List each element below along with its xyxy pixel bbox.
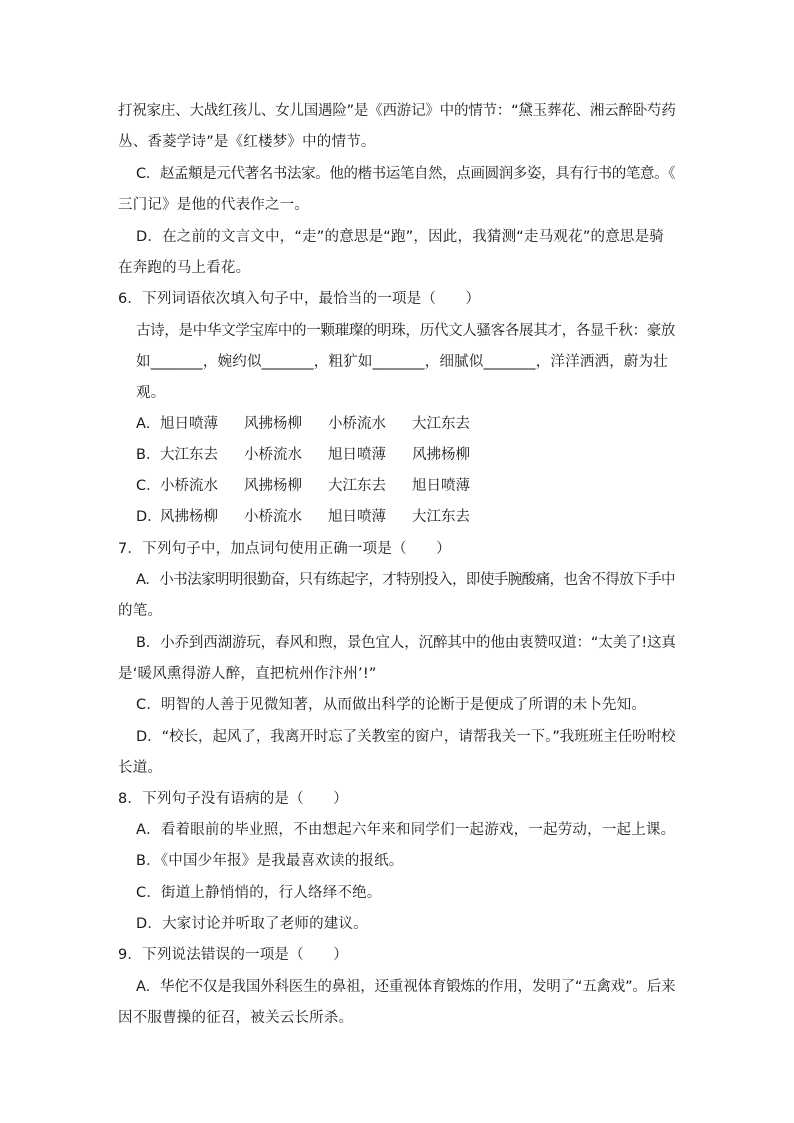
q8-option-b: B．《中国少年报》是我最喜欢读的报纸。 xyxy=(136,853,404,869)
q5-option-b-line1: 打祝家庄、大战红孩儿、女儿国遇险”是《西游记》中的情节：“黛玉葬花、湘云醉卧芍药 xyxy=(118,103,676,119)
q7-option-d-line1: D．“校长，起风了，我离开时忘了关教室的窗户，请帮我关一下。”我班班主任吩咐校 xyxy=(136,729,676,745)
option-word: 小桥流水 xyxy=(328,416,386,432)
option-word: 小桥流水 xyxy=(160,478,218,494)
q9-stem: 9．下列说法错误的一项是（ ） xyxy=(118,947,348,963)
q6-passage-line1: 古诗，是中华文学宝库中的一颗璀璨的明珠，历代文人骚客各展其才，各显千秋：豪放 xyxy=(136,323,676,339)
option-word: 风拂杨柳 xyxy=(412,447,470,463)
q5-option-d-line1: D．在之前的文言文中，“走”的意思是“跑”，因此，我猜测“走马观花”的意思是骑 xyxy=(136,229,665,245)
option-word: 风拂杨柳 xyxy=(244,416,302,432)
option-word: 风拂杨柳 xyxy=(244,478,302,494)
q7-option-d-line2: 长道。 xyxy=(118,760,163,776)
option-word: 旭日喷薄 xyxy=(328,509,386,525)
option-word: 旭日喷薄 xyxy=(160,416,218,432)
option-label: C． xyxy=(136,478,161,494)
q6-option-c xyxy=(136,476,496,496)
option-word: 大江东去 xyxy=(412,416,470,432)
q7-option-b-line2: 是‘暖风熏得游人醉，直把杭州作汴州’!” xyxy=(118,666,377,682)
q5-option-c-line2: 三门记》是他的代表作之一。 xyxy=(118,197,310,213)
q5-option-b-line2: 丛、香菱学诗”是《红楼梦》中的情节。 xyxy=(118,134,376,150)
option-word: 大江东去 xyxy=(328,478,386,494)
q9-option-a-line1: A．华佗不仅是我国外科医生的鼻祖，还重视体育锻炼的作用，发明了“五禽戏”。后来 xyxy=(136,979,676,995)
option-word: 小桥流水 xyxy=(244,509,302,525)
q6-passage-line3: 观。 xyxy=(136,385,166,401)
q6-option-d xyxy=(136,507,496,527)
q7-option-a-line2: 的笔。 xyxy=(118,603,163,619)
option-label: A． xyxy=(136,416,161,432)
q6-option-a xyxy=(136,414,496,434)
q7-option-a-line1: A．小书法家明明很勤奋，只有练起字，才特别投入，即使手腕酸痛，也舍不得放下手中 xyxy=(136,572,675,588)
option-label: D． xyxy=(136,509,162,525)
q8-option-c: C．街道上静悄悄的，行人络绎不绝。 xyxy=(136,885,382,901)
option-word: 小桥流水 xyxy=(244,447,302,463)
q5-option-c-line1: C．赵孟頫是元代著名书法家。他的楷书运笔自然，点画圆润多姿，具有行书的笔意。《 xyxy=(136,166,676,182)
q8-option-d: D．大家讨论并听取了老师的建议。 xyxy=(136,916,368,932)
option-word: 旭日喷薄 xyxy=(412,478,470,494)
q6-passage-line2: 如_______，婉约似_______，粗犷如_______，细腻似_______，洋洋洒洒，蔚为壮 xyxy=(136,354,668,370)
q7-option-c: C．明智的人善于见微知著，从而做出科学的论断于是便成了所谓的未卜先知。 xyxy=(136,697,647,713)
option-word: 大江东去 xyxy=(160,447,218,463)
q7-stem: 7．下列句子中，加点词句使用正确一项是（ ） xyxy=(118,541,451,557)
q5-option-d-line2: 在奔跑的马上看花。 xyxy=(118,260,251,276)
option-word: 风拂杨柳 xyxy=(160,509,218,525)
q7-option-b-line1: B．小乔到西湖游玩，春风和煦，景色宜人，沉醉其中的他由衷赞叹道：“太美了!这真 xyxy=(136,635,676,651)
q8-stem: 8．下列句子没有语病的是（ ） xyxy=(118,791,348,807)
q6-stem: 6．下列词语依次填入句子中，最恰当的一项是（ ） xyxy=(118,291,481,307)
option-word: 大江东去 xyxy=(412,509,470,525)
q6-option-b xyxy=(136,445,496,465)
q9-option-a-line2: 因不服曹操的征召，被关云长所杀。 xyxy=(118,1010,354,1026)
q8-option-a: A．看着眼前的毕业照，不由想起六年来和同学们一起游戏，一起劳动，一起上课。 xyxy=(136,822,676,838)
option-label: B． xyxy=(136,447,161,463)
option-word: 旭日喷薄 xyxy=(328,447,386,463)
